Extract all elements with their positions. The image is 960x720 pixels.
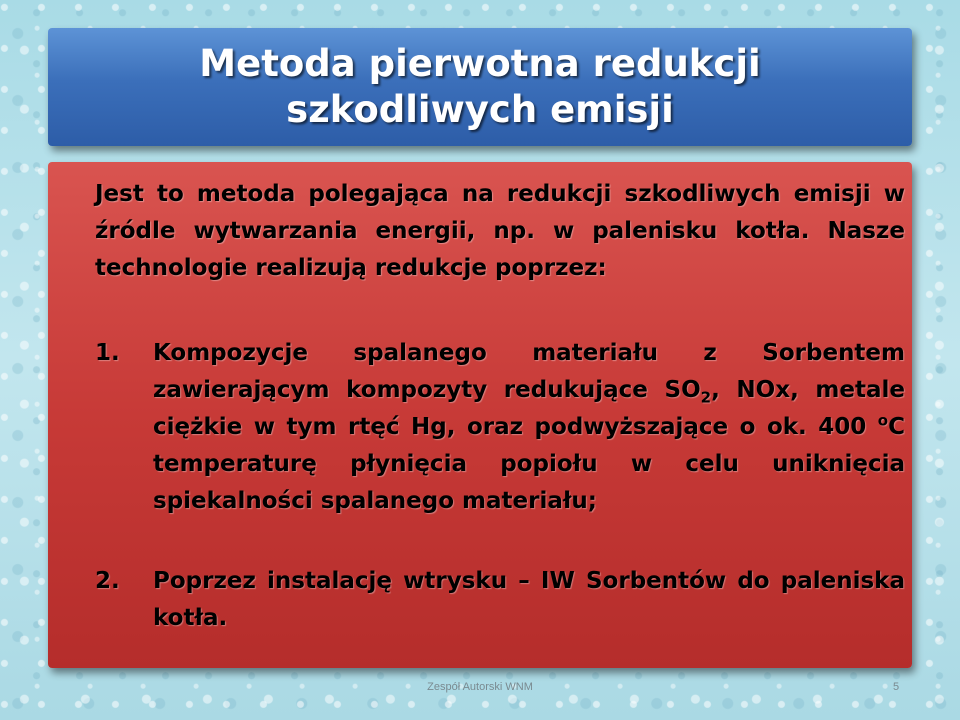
method-list (95, 335, 905, 637)
title-line-2: szkodliwych emisji (286, 88, 674, 131)
title-line-1: Metoda pierwotna redukcji (199, 41, 761, 85)
item-text-part-b: , NOx, metale ciężkie w tym rtęć Hg, oraz podwyższające o ok. 400 (153, 377, 905, 440)
content-body (95, 176, 905, 637)
item-text: Poprzez instalację wtrysku – IW Sorbentów do paleniska kotła. (153, 568, 905, 631)
intro-paragraph: Jest to metoda polegająca na redukcji szkodliwych emisji w źródle wytwarzania energii, np. w palenisku kotła. Nasze technologie realizują redukcje poprzez: (95, 181, 905, 281)
item-text-part-a: Kompozycje spalanego materiału z Sorbentem zawierającym kompozyty redukujące SO (153, 340, 905, 403)
page-number: 5 (893, 681, 900, 693)
list-item (95, 563, 905, 637)
slide-title (199, 41, 760, 134)
superscript-o: o (877, 411, 889, 430)
item-text-part-c: C temperaturę płynięcia popiołu w celu uniknięcia spiekalności spalanego materiału; (153, 414, 905, 514)
subscript-2: 2 (700, 388, 712, 407)
content-box (48, 162, 912, 668)
footer-author: Zespół Autorski WNM (427, 681, 533, 693)
list-number: 1. (95, 340, 120, 366)
title-box (48, 28, 912, 146)
list-number: 2. (95, 568, 120, 594)
list-item (95, 335, 905, 520)
